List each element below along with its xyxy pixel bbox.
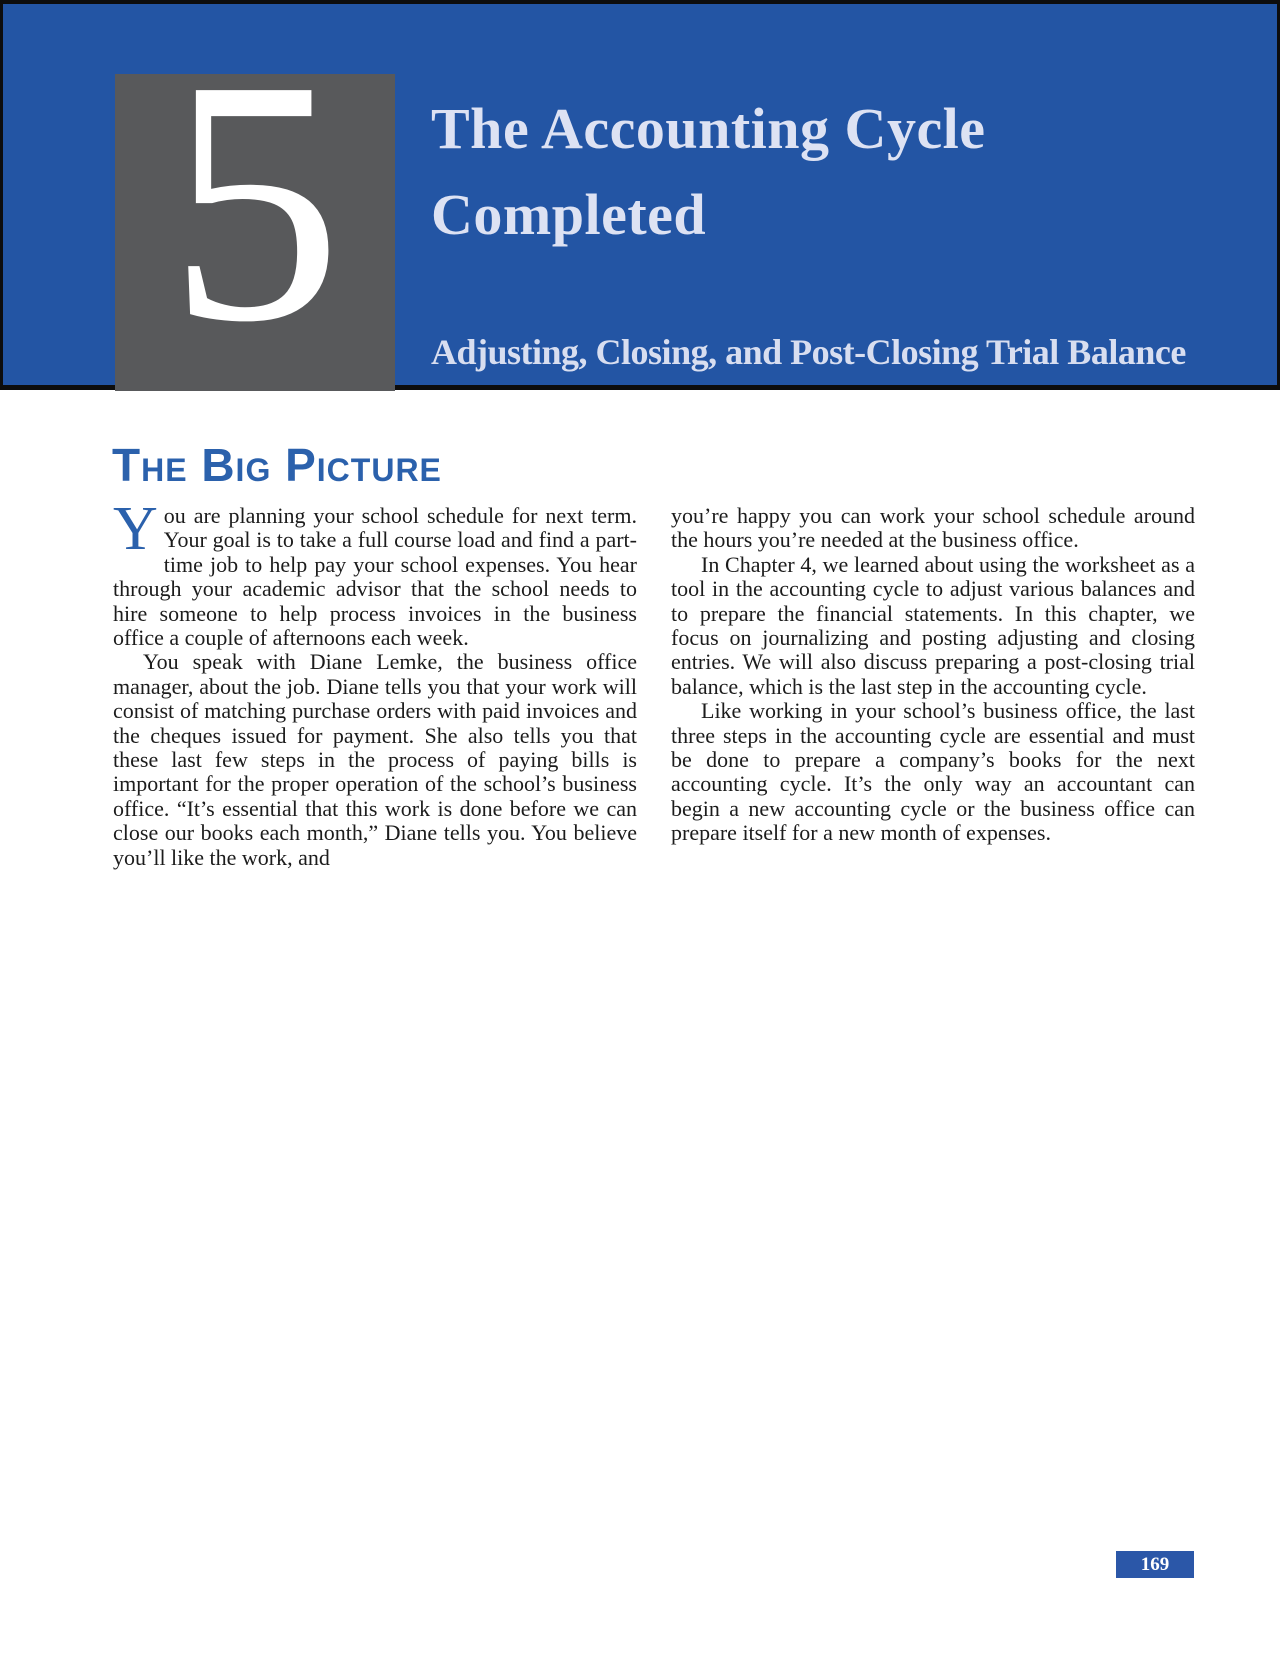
left-column (113, 495, 637, 870)
page-number-badge: 169 (1116, 1551, 1194, 1578)
paragraph-text: ou are planning your school schedule for next term. Your goal is to take a full course load and find a part-time job to help pay your school expenses. You hear through your academic advisor that the school needs to hire someone to help process invoices in the business office a couple of afternoons each week. (113, 503, 637, 651)
drop-cap: Y (113, 495, 158, 563)
chapter-number: 5 (168, 9, 342, 394)
chapter-title-line2: Completed (431, 182, 707, 247)
paragraph: You speak with Diane Lemke, the business office manager, about the job. Diane tells you that your work will consist of matching purchase orders with paid invoices and the cheques issued for payment. She also tells you that these last few steps in the process of paying bills is important for the proper operation of the school’s business office. “It’s essential that this work is done before we can close our books each month,” Diane tells you. You believe you’ll like the work, and (113, 649, 637, 870)
chapter-title (431, 86, 986, 258)
paragraph: you’re happy you can work your school schedule around the hours you’re needed at the business office. (671, 503, 1195, 553)
body-columns (113, 495, 1195, 870)
chapter-subtitle: Adjusting, Closing, and Post-Closing Trial Balance (431, 332, 1186, 372)
paragraph (113, 495, 637, 651)
chapter-number-box (115, 9, 395, 394)
right-column (671, 504, 1195, 870)
paragraph: Like working in your school’s business office, the last three steps in the accounting cycle are essential and must be done to prepare a company’s books for the next accounting cycle. It’s the only way an accountant can begin a new accounting cycle or the business office can prepare itself for a new month of expenses. (671, 698, 1195, 846)
chapter-title-line1: The Accounting Cycle (431, 96, 986, 161)
paragraph: In Chapter 4, we learned about using the worksheet as a tool in the accounting cycle to adjust various balances and to prepare the financial statements. In this chapter, we focus on journalizing and posting adjusting and closing entries. We will also discuss preparing a post-closing trial balance, which is the last step in the accounting cycle. (671, 551, 1195, 699)
section-heading: The Big Picture (112, 439, 442, 491)
